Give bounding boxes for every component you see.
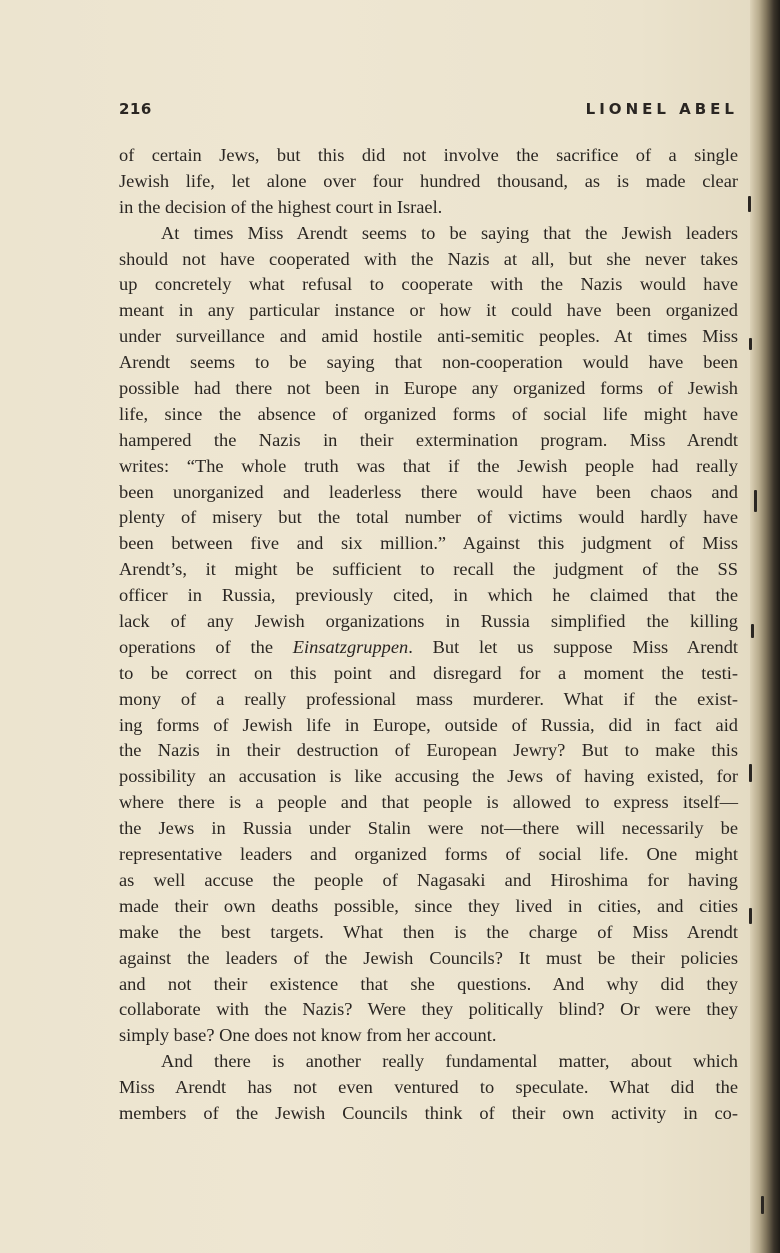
text-line: been unorganized and leaderless there would have been chaos and — [119, 481, 738, 502]
text-line: collaborate with the Nazis? Were they politically blind? Or were they — [119, 999, 738, 1020]
text-line: life, since the absence of organized forms of social life might have — [119, 403, 738, 424]
text-line: Arendt’s, it might be sufficient to recall the judgment of the SS — [119, 559, 738, 580]
text-line: plenty of misery but the total number of victims would hardly have — [119, 507, 738, 528]
text-line: Arendt seems to be saying that non-cooperation would have been — [119, 352, 738, 373]
text-line: simply base? One does not know from her account. — [119, 1025, 497, 1046]
text-line: made their own deaths possible, since they lived in cities, and cities — [119, 895, 738, 916]
text-line: under surveillance and amid hostile anti-semitic peoples. At times Miss — [119, 326, 738, 347]
text-line: as well accuse the people of Nagasaki and Hiroshima for having — [119, 869, 738, 890]
text-line-end: . But let us suppose Miss Arendt — [408, 636, 739, 657]
text-line: make the best targets. What then is the charge of Miss Arendt — [119, 921, 738, 942]
text-line: the Jews in Russia under Stalin were not—there will necessarily be — [119, 818, 738, 839]
text-line: to be correct on this point and disregard for a moment the testi- — [119, 662, 738, 683]
italic-term: Einsatzgruppen — [292, 636, 409, 657]
text-line: should not have cooperated with the Nazis at all, but she never takes — [119, 248, 738, 269]
text-line: lack of any Jewish organizations in Russia simplified the killing — [119, 611, 738, 632]
text-line: possible had there not been in Europe any organized forms of Jewish — [119, 378, 738, 399]
text-line: Jewish life, let alone over four hundred thousand, as is made clear — [119, 170, 738, 191]
text-line: of certain Jews, but this did not involve the sacrifice of a single — [119, 145, 738, 165]
text-line: where there is a people and that people is allowed to express itself— — [119, 792, 738, 813]
text-line: in the decision of the highest court in Israel. — [119, 196, 443, 217]
text-line: writes: “The whole truth was that if the Jewish people had really — [119, 455, 738, 476]
margin-mark — [749, 908, 752, 924]
text-line-with-italic — [119, 635, 738, 661]
margin-mark — [761, 1196, 764, 1214]
margin-mark — [754, 490, 757, 512]
running-head — [119, 100, 738, 122]
text-line: and not their existence that she questions. And why did they — [119, 973, 738, 994]
margin-mark — [751, 624, 754, 638]
book-spine-shadow — [750, 0, 780, 1253]
margin-mark — [749, 338, 752, 350]
text-line: the Nazis in their destruction of European Jewry? But to make this — [119, 740, 738, 761]
text-line: Miss Arendt has not even ventured to speculate. What did the — [119, 1077, 738, 1098]
page-number: 216 — [119, 100, 152, 118]
margin-mark — [748, 196, 751, 212]
text-line: ing forms of Jewish life in Europe, outside of Russia, did in fact aid — [119, 714, 738, 735]
running-head-author: LIONEL ABEL — [585, 100, 738, 118]
text-line: hampered the Nazis in their extermination program. Miss Arendt — [119, 429, 738, 450]
text-line: meant in any particular instance or how it could have been organized — [119, 300, 738, 321]
text-line-start: operations of the — [119, 636, 293, 657]
text-line: officer in Russia, previously cited, in which he claimed that the — [119, 585, 738, 606]
text-line: members of the Jewish Councils think of their own activity in co- — [119, 1102, 738, 1123]
text-line: At times Miss Arendt seems to be saying that the Jewish leaders — [161, 222, 738, 243]
text-line: possibility an accusation is like accusing the Jews of having existed, for — [119, 766, 738, 787]
text-line: up concretely what refusal to cooperate with the Nazis would have — [119, 274, 738, 295]
text-line: representative leaders and organized forms of social life. One might — [119, 844, 738, 865]
text-line: against the leaders of the Jewish Councils? It must be their policies — [119, 947, 738, 968]
body-text — [119, 143, 738, 1127]
text-line: And there is another really fundamental matter, about which — [161, 1051, 738, 1072]
text-line: mony of a really professional mass murderer. What if the exist- — [119, 688, 738, 709]
text-line: been between five and six million.” Against this judgment of Miss — [119, 533, 738, 554]
margin-mark — [749, 764, 752, 782]
